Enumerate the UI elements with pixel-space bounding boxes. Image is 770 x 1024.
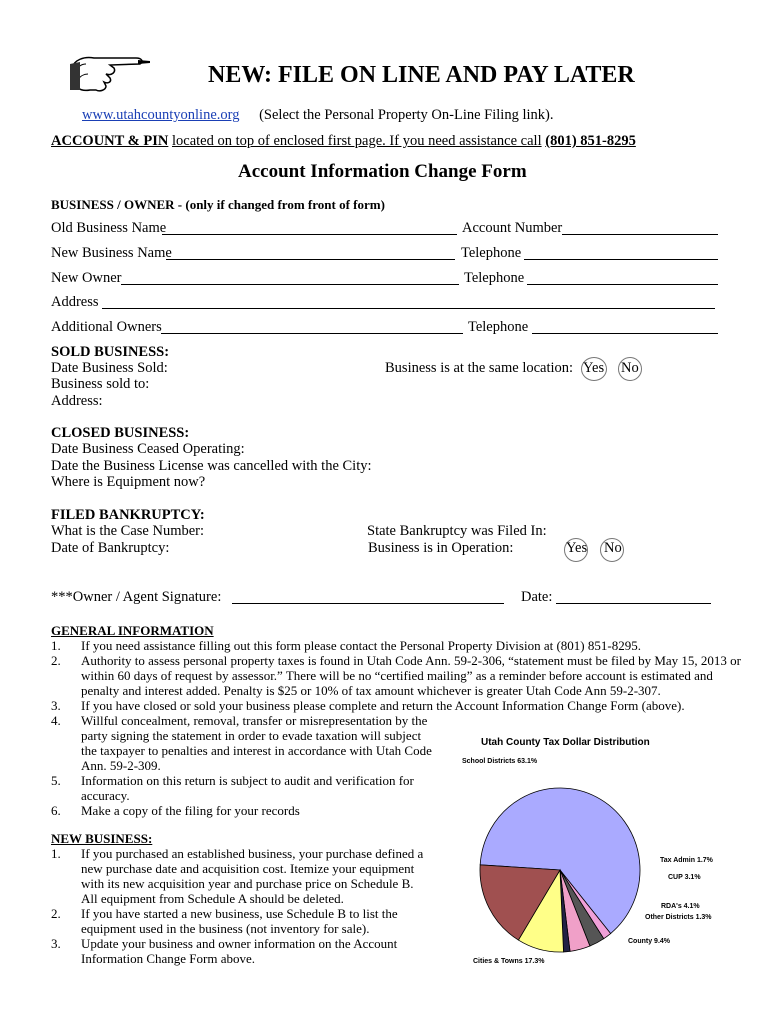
state-filed-label: State Bankruptcy was Filed In: [367, 523, 547, 539]
same-location-no[interactable]: No [621, 360, 639, 376]
list-item-text: party signing the statement in order to evade taxation will subject [81, 728, 422, 743]
pie-slice-label: Tax Admin 1.7% [660, 857, 713, 864]
telephone-label-1: Telephone [461, 245, 522, 261]
in-operation-label: Business is in Operation: [368, 540, 514, 556]
in-operation-no[interactable]: No [604, 540, 622, 556]
pie-slice-label: CUP 3.1% [668, 874, 701, 881]
additional-owners-field[interactable] [161, 333, 463, 334]
page-title: NEW: FILE ON LINE AND PAY LATER [208, 62, 635, 88]
telephone-field-3[interactable] [532, 333, 718, 334]
account-number-label: Account Number [462, 220, 563, 236]
case-number-label: What is the Case Number: [51, 523, 205, 539]
list-item-text: If you have started a new business, use Schedule B to list the [81, 906, 398, 921]
chart-title: Utah County Tax Dollar Distribution [481, 737, 650, 748]
new-business-name-field[interactable] [166, 259, 455, 260]
signature-label: ***Owner / Agent Signature: [51, 589, 222, 605]
list-item-number: 2. [51, 653, 61, 668]
bankruptcy-heading: FILED BANKRUPTCY: [51, 507, 205, 523]
business-owner-heading: BUSINESS / OWNER - (only if changed from front of form) [51, 197, 385, 212]
list-item-text: Ann. 59-2-309. [81, 758, 161, 773]
in-operation-yes[interactable]: Yes [566, 540, 588, 556]
new-business-heading: NEW BUSINESS: [51, 831, 153, 846]
list-item-text: All equipment from Schedule A should be deleted. [81, 891, 344, 906]
list-item-text: penalty and interest added. Penalty is $25 or 10% of tax amount whichever is greater Utah Code Ann 59-2-307. [81, 683, 661, 698]
tax-distribution-pie-chart [440, 750, 740, 980]
signature-date-label: Date: [521, 589, 553, 605]
telephone-field-1[interactable] [524, 259, 718, 260]
new-owner-label: New Owner [51, 270, 122, 286]
additional-owners-label: Additional Owners [51, 319, 162, 335]
list-item-text: Update your business and owner information on the Account [81, 936, 398, 951]
website-link[interactable]: www.utahcountyonline.org [82, 107, 240, 123]
list-item-text: If you have closed or sold your business please complete and return the Account Information Change Form (above). [81, 698, 685, 713]
telephone-label-2: Telephone [464, 270, 525, 286]
list-item-text: equipment used in the business (not inventory for sale). [81, 921, 370, 936]
telephone-field-2[interactable] [527, 284, 718, 285]
old-business-name-label: Old Business Name [51, 220, 167, 236]
pie-slice-label: Other Districts 1.3% [645, 914, 712, 921]
list-item-text: Make a copy of the filing for your records [81, 803, 300, 818]
bankruptcy-date-label: Date of Bankruptcy: [51, 540, 170, 556]
date-sold-label: Date Business Sold: [51, 360, 168, 376]
pie-slice-label: County 9.4% [628, 938, 671, 945]
list-item-text: within 60 days of request by assessor.” There will be no “certified mailing” as a reminder before account is estimated and [81, 668, 713, 683]
signature-date-field[interactable] [556, 603, 711, 604]
new-owner-field[interactable] [121, 284, 459, 285]
pie-slice-label: RDA's 4.1% [661, 903, 700, 910]
list-item-number: 6. [51, 803, 61, 818]
same-location-label: Business is at the same location: [385, 360, 574, 376]
account-number-field[interactable] [562, 234, 718, 235]
closed-business-heading: CLOSED BUSINESS: [51, 425, 190, 441]
list-item-number: 5. [51, 773, 61, 788]
list-item-text: Information Change Form above. [81, 951, 256, 966]
list-item-text: with its new acquisition year and purchase price on Schedule B. [81, 876, 414, 891]
form-title: Account Information Change Form [238, 161, 527, 182]
list-item-text: If you need assistance filling out this form please contact the Personal Property Division at (801) 851-8295. [81, 638, 641, 653]
old-business-name-field[interactable] [162, 234, 457, 235]
list-item-number: 2. [51, 906, 61, 921]
general-info-heading: GENERAL INFORMATION [51, 623, 214, 638]
address-field[interactable] [102, 308, 715, 309]
website-note: (Select the Personal Property On-Line Filing link). [259, 107, 554, 123]
list-item-text: Willful concealment, removal, transfer or misrepresentation by the [81, 713, 428, 728]
list-item-text: accuracy. [81, 788, 130, 803]
sold-address-label: Address: [51, 393, 103, 409]
sold-to-label: Business sold to: [51, 376, 150, 392]
list-item-text: new purchase date and acquisition cost. Itemize your equipment [81, 861, 415, 876]
pie-slice-label: School Districts 63.1% [462, 758, 538, 765]
list-item-number: 4. [51, 713, 61, 728]
new-business-name-label: New Business Name [51, 245, 172, 261]
list-item-number: 3. [51, 698, 61, 713]
sold-business-heading: SOLD BUSINESS: [51, 344, 170, 360]
list-item-text: Authority to assess personal property taxes is found in Utah Code Ann. 59-2-306, “statement must be filed by May 15, 2013 or [81, 653, 742, 668]
list-item-text: Information on this return is subject to audit and verification for [81, 773, 414, 788]
equipment-location-label: Where is Equipment now? [51, 474, 206, 490]
telephone-label-3: Telephone [468, 319, 529, 335]
list-item-number: 3. [51, 936, 61, 951]
account-pin-notice: ACCOUNT & PIN located on top of enclosed first page. If you need assistance call (801) 851-8295 [51, 133, 636, 149]
address-label: Address [51, 294, 99, 310]
pie-slice-label: Cities & Towns 17.3% [473, 958, 545, 965]
list-item-number: 1. [51, 846, 61, 861]
signature-field[interactable] [232, 603, 504, 604]
license-cancelled-label: Date the Business License was cancelled with the City: [51, 458, 372, 474]
list-item-text: If you purchased an established business, your purchase defined a [81, 846, 424, 861]
pointing-hand-icon [66, 50, 156, 96]
same-location-yes[interactable]: Yes [583, 360, 605, 376]
ceased-label: Date Business Ceased Operating: [51, 441, 245, 457]
list-item-text: the taxpayer to penalties and interest in accordance with Utah Code [81, 743, 432, 758]
list-item-number: 1. [51, 638, 61, 653]
